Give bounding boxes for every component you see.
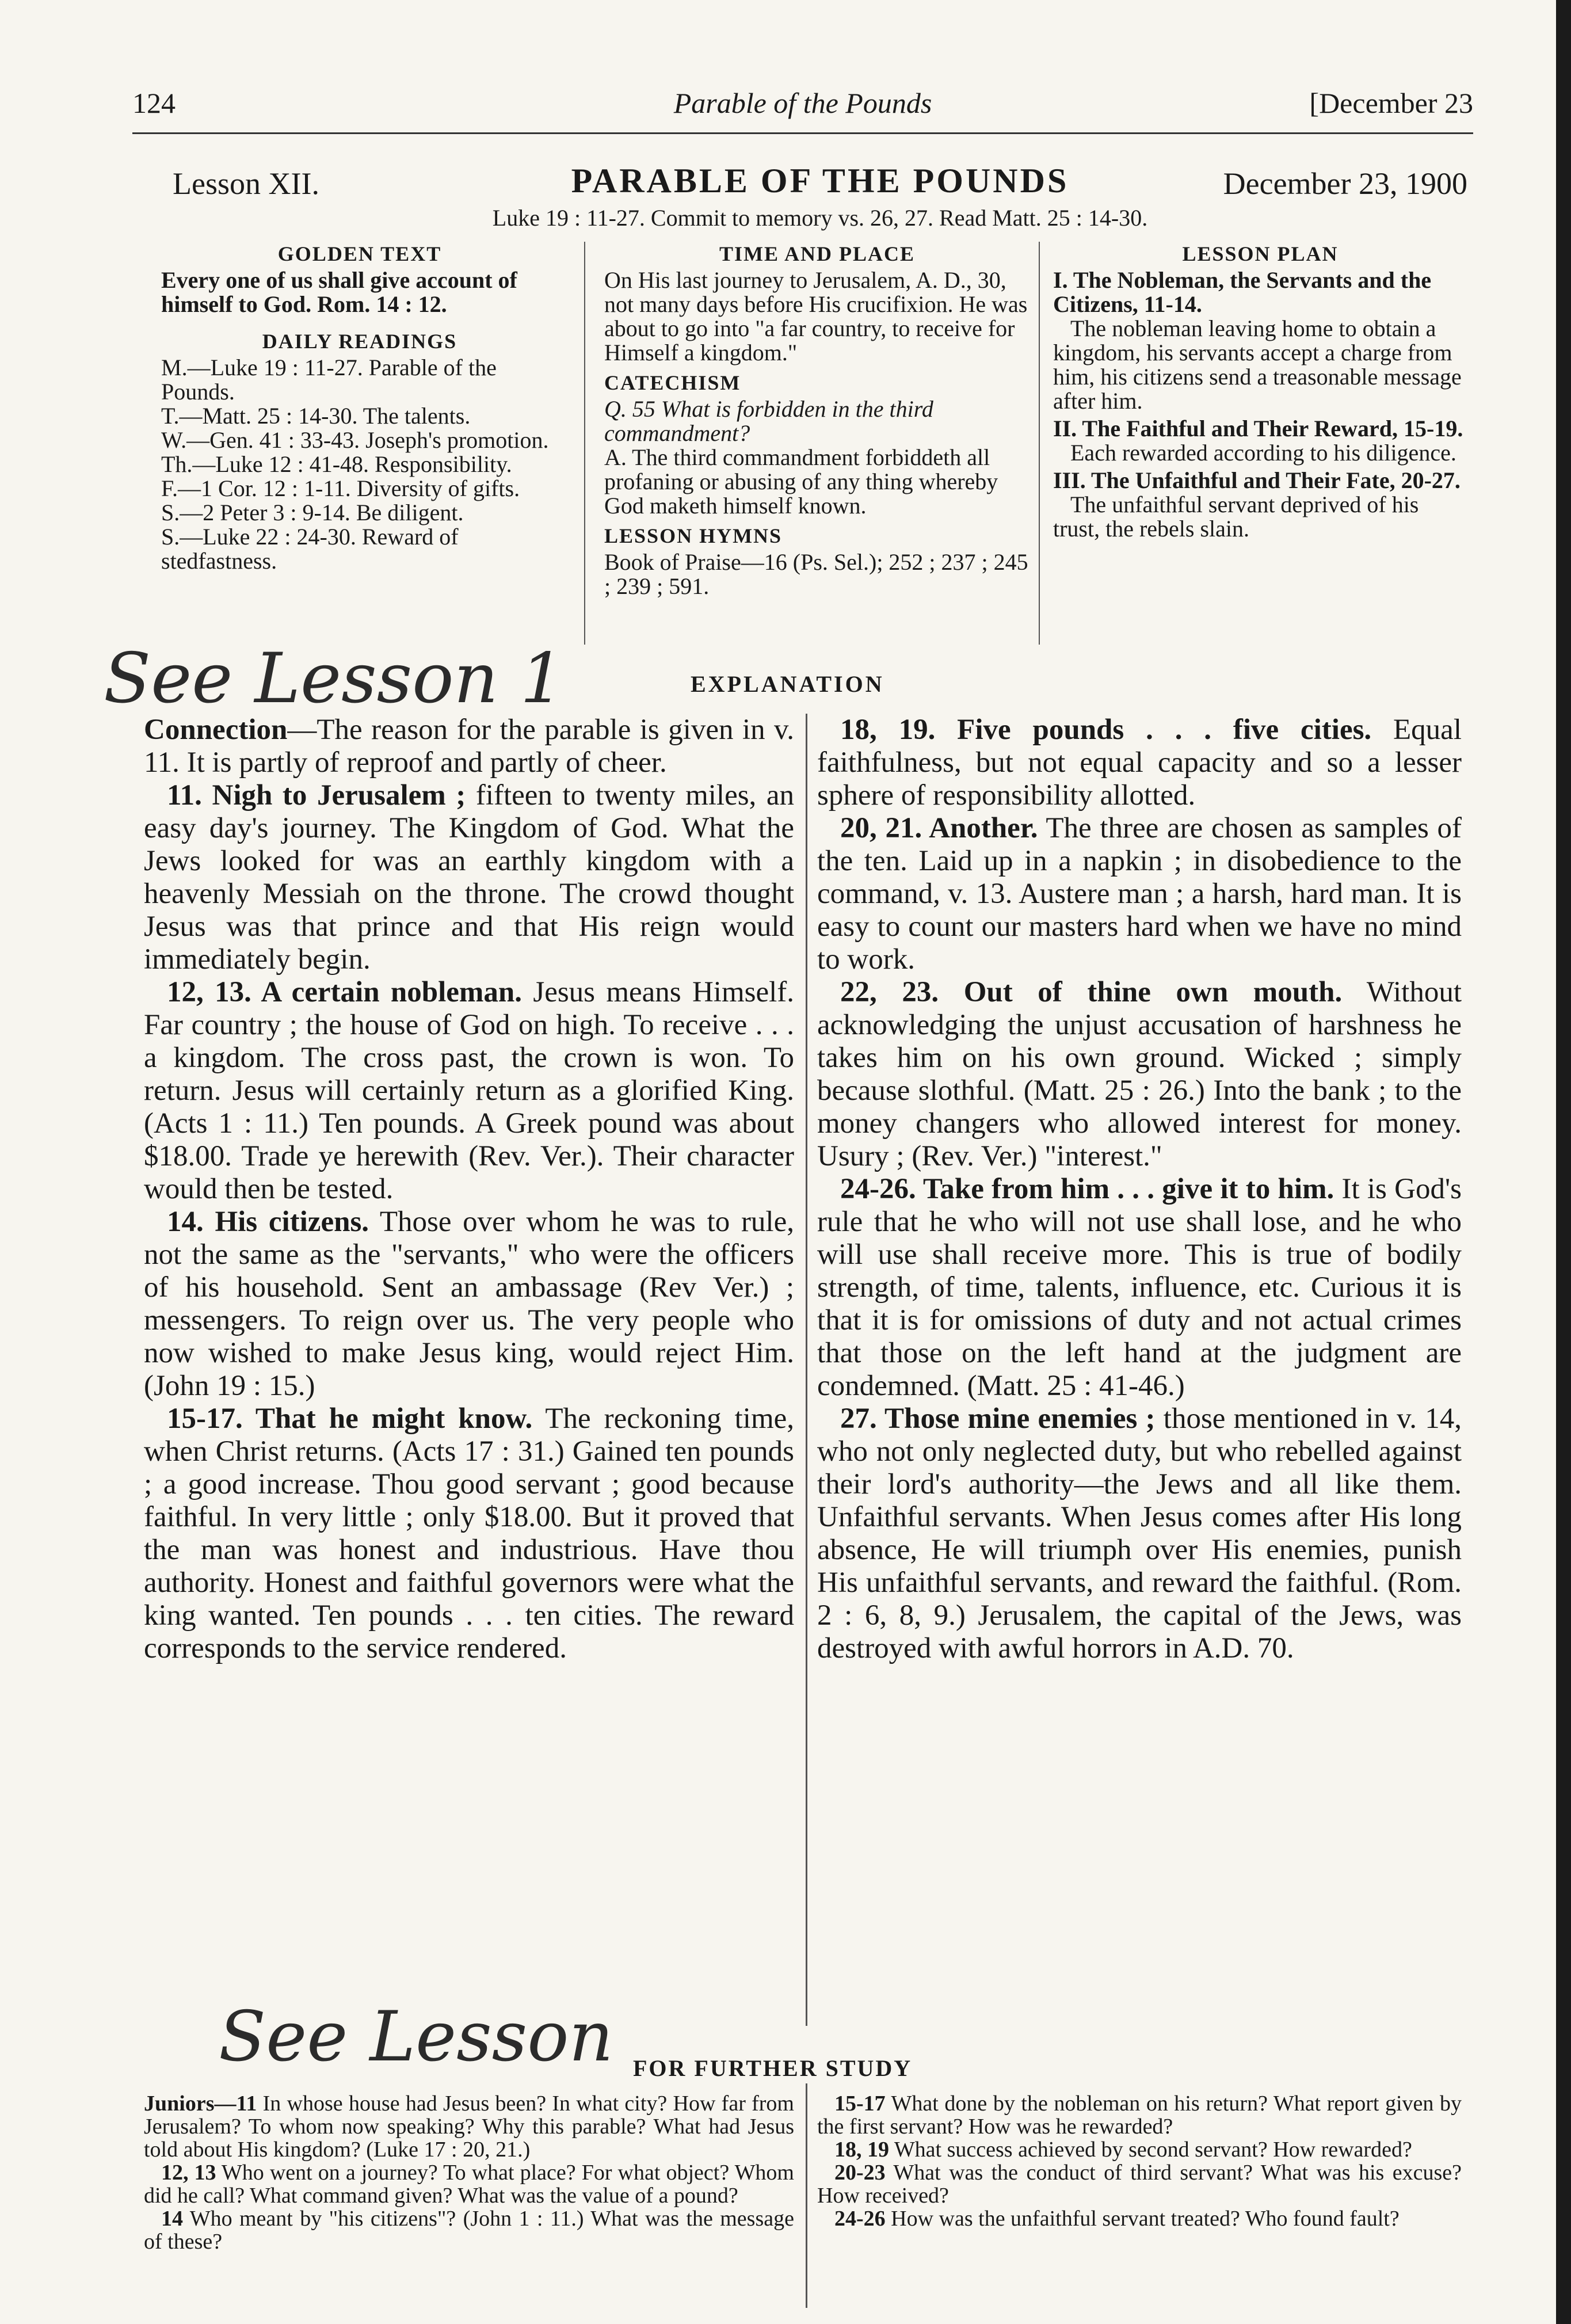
paragraph-lead: 18, 19. Five pounds . . . five cities.: [840, 714, 1372, 746]
question-paragraph: [817, 2161, 1462, 2207]
paragraph-text: —The reason for the parable is given in v. 11. It is partly of reproof and partly of cheer.: [144, 714, 794, 779]
plan-item-title: III. The Unfaithful and Their Fate, 20-27.: [1053, 467, 1461, 493]
reading-item: W.—Gen. 41 : 33-43. Joseph's promotion.: [161, 427, 549, 453]
golden-text-body: Every one of us shall give account of himself to God. Rom. 14 : 12.: [161, 267, 517, 317]
question-paragraph: [817, 2092, 1462, 2138]
further-study-right-column: [817, 2092, 1462, 2230]
question-text: How was the unfaithful servant treated? Who found fault?: [885, 2207, 1400, 2231]
paragraph-text: It is God's rule that he who will not use shall lose, and he who will use shall receive more. This is true of bodily strength, of time, talents, influence, etc. Curious it is that it is for omissions of duty and not actual crimes that those on the left hand at the judgment are condemned. (Matt. 25 : 41-46.): [817, 1173, 1462, 1402]
handwritten-annotation-top: See Lesson 1: [104, 639, 565, 719]
reading-item: T.—Matt. 25 : 14-30. The talents.: [161, 403, 471, 429]
paragraph-lead: 27. Those mine enemies ;: [840, 1403, 1156, 1435]
column-divider: [806, 2083, 807, 2308]
explanation-paragraph: [817, 714, 1462, 812]
paragraph-lead: 14. His citizens.: [167, 1206, 369, 1238]
question-text: What was the conduct of third servant? What was his excuse? How received?: [817, 2161, 1462, 2208]
paragraph-lead: 12, 13. A certain nobleman.: [167, 976, 523, 1008]
running-date: [December 23: [1309, 87, 1473, 119]
paragraph-text: The three are chosen as samples of the ten. Laid up in a napkin ; in disobedience to the command, v. 13. Austere man ; a harsh, hard man. It is easy to count our masters hard when we have no mind to work.: [817, 812, 1462, 976]
paragraph-lead: 24-26. Take from him . . . give it to him.: [840, 1173, 1334, 1205]
explanation-paragraph: [144, 976, 794, 1206]
question-lead: 14: [161, 2207, 183, 2231]
paragraph-lead: 22, 23. Out of thine own mouth.: [840, 976, 1343, 1008]
question-lead: 15-17: [834, 2091, 886, 2116]
question-paragraph: [144, 2092, 794, 2161]
lesson-date: December 23, 1900: [1223, 166, 1467, 201]
column-divider: [584, 242, 585, 645]
column-divider: [1039, 242, 1040, 645]
lesson-plan-heading: LESSON PLAN: [1182, 242, 1339, 265]
question-paragraph: [144, 2161, 794, 2207]
paragraph-lead: 11. Nigh to Jerusalem ;: [167, 779, 466, 812]
question-lead: 12, 13: [161, 2161, 216, 2185]
paragraph-text: those mentioned in v. 14, who not only neglected duty, but who rebelled against their lord's authority—the Jews and all like them. Unfaithful servants. When Jesus comes after His long absence, He will triumph over His enemies, punish His unfaithful servants, and reward the faithful. (Rom. 2 : 6, 8, 9.) Jerusalem, the capital of the Jews, was destroyed with awful horrors in A.D. 70.: [817, 1403, 1462, 1664]
lesson-title-line: [173, 161, 1467, 207]
question-text: Who meant by "his citizens"? (John 1 : 11.) What was the message of these?: [144, 2207, 794, 2254]
explanation-right-column: [817, 714, 1462, 1665]
paragraph-text: Those over whom he was to rule, not the same as the "servants," who were the officers of his household. Sent an ambassage (Rev Ver.) ; messengers. To reign over us. The very people who now wished to make Jesus king, would reject Him. (John 19 : 15.): [144, 1206, 794, 1402]
paragraph-text: Without acknowledging the unjust accusation of harshness he takes him on his own ground. Wicked ; simply because slothful. (Matt. 25 : 26.) Into the bank ; to the money changers who allowed interest for money. Usury ; (Rev. Ver.) "interest.": [817, 976, 1462, 1172]
plan-item-title: II. The Faithful and Their Reward, 15-19.: [1053, 416, 1463, 441]
question-text: What success achieved by second servant? How rewarded?: [889, 2138, 1412, 2162]
reading-item: F.—1 Cor. 12 : 1-11. Diversity of gifts.: [161, 475, 520, 501]
question-paragraph: [144, 2207, 794, 2253]
plan-item-title: I. The Nobleman, the Servants and the Citizens, 11-14.: [1053, 267, 1432, 317]
reading-item: M.—Luke 19 : 11-27. Parable of the Pounds.: [161, 355, 497, 405]
explanation-paragraph: [817, 1173, 1462, 1403]
question-text: In whose house had Jesus been? In what city? How far from Jerusalem? To whom now speaking? Why this parable? What had Jesus told about His kingdom? (Luke 17 : 20, 21.): [144, 2091, 794, 2162]
paragraph-lead: 20, 21. Another.: [840, 812, 1038, 844]
daily-readings-heading: DAILY READINGS: [262, 330, 457, 353]
reading-item: S.—Luke 22 : 24-30. Reward of stedfastness.: [161, 524, 459, 574]
explanation-heading: EXPLANATION: [691, 671, 884, 697]
question-text: What done by the nobleman on his return? What report given by the first servant? How was he rewarded?: [817, 2091, 1462, 2139]
page-number: 124: [132, 87, 176, 119]
explanation-paragraph: [817, 812, 1462, 976]
plan-item-desc: The unfaithful servant deprived of his trust, the rebels slain.: [1053, 492, 1419, 542]
catechism-heading: CATECHISM: [604, 371, 741, 394]
question-paragraph: [817, 2138, 1462, 2161]
explanation-paragraph: [144, 714, 794, 779]
catechism-answer: A. The third commandment forbiddeth all profaning or abusing of any thing whereby God maketh himself known.: [604, 444, 998, 519]
time-place-body: On His last journey to Jerusalem, A. D., 30, not many days before His crucifixion. He was about to go into "a far country, to receive for Himself a kingdom.": [604, 267, 1028, 365]
further-study-left-column: [144, 2092, 794, 2253]
golden-text-heading: GOLDEN TEXT: [277, 242, 442, 265]
paragraph-text: fifteen to twenty miles, an easy day's journey. The Kingdom of God. What the Jews looked for was an earthly kingdom with a heavenly Messiah on the throne. The crowd thought Jesus was that prince and that His reign would immediately begin.: [144, 779, 794, 976]
paragraph-text: Equal faithfulness, but not equal capacity and so a lesser sphere of responsibility allotted.: [817, 714, 1462, 812]
reading-item: S.—2 Peter 3 : 9-14. Be diligent.: [161, 500, 464, 525]
explanation-paragraph: [144, 779, 794, 976]
reading-item: Th.—Luke 12 : 41-48. Responsibility.: [161, 451, 512, 477]
explanation-paragraph: [817, 1403, 1462, 1665]
paragraph-lead: Connection: [144, 714, 288, 746]
top-column-left: [161, 242, 558, 573]
paragraph-lead: 15-17. That he might know.: [167, 1403, 533, 1435]
explanation-paragraph: [817, 976, 1462, 1173]
plan-item-desc: Each rewarded according to his diligence.: [1070, 440, 1456, 466]
question-lead: 20-23: [834, 2161, 886, 2185]
scripture-reference-line: Luke 19 : 11-27. Commit to memory vs. 26, 27. Read Matt. 25 : 14-30.: [492, 205, 1148, 231]
catechism-question: Q. 55 What is forbidden in the third commandment?: [604, 396, 933, 446]
column-divider: [806, 714, 807, 2026]
plan-item-desc: The nobleman leaving home to obtain a kingdom, his servants accept a charge from him, his citizens send a treasonable message after him.: [1053, 315, 1462, 414]
question-paragraph: [817, 2207, 1462, 2230]
lesson-hymns-body: Book of Praise—16 (Ps. Sel.); 252 ; 237 ; 245 ; 239 ; 591.: [604, 549, 1028, 599]
header-rule: [132, 132, 1473, 134]
question-lead: 24-26: [834, 2207, 886, 2231]
top-column-middle: [604, 242, 1030, 599]
time-place-heading: TIME AND PLACE: [719, 242, 916, 265]
running-title: Parable of the Pounds: [673, 87, 932, 119]
question-lead: Juniors—11: [144, 2091, 257, 2116]
paragraph-text: Jesus means Himself. Far country ; the house of God on high. To receive . . . a kingdom. The cross past, the crown is won. To return. Jesus will certainly return as a glorified King. (Acts 1 : 11.) Ten pounds. A Greek pound was about $18.00. Trade ye herewith (Rev. Ver.). Their character would then be tested.: [144, 976, 794, 1205]
lesson-number: Lesson XII.: [173, 166, 319, 201]
top-column-right: [1053, 242, 1467, 541]
lesson-hymns-heading: LESSON HYMNS: [604, 524, 783, 547]
explanation-left-column: [144, 714, 794, 1665]
lesson-title: PARABLE OF THE POUNDS: [571, 162, 1069, 200]
question-text: Who went on a journey? To what place? For what object? Whom did he call? What command given? What was the value of a pound?: [144, 2161, 794, 2208]
explanation-paragraph: [144, 1403, 794, 1665]
paragraph-text: The reckoning time, when Christ returns. (Acts 17 : 31.) Gained ten pounds ; a good increase. Thou good servant ; good because faithful. In very little ; only $18.00. But it proved that the man was honest and industrious. Have thou authority. Honest and faithful governors were what the king wanted. Ten pounds . . . ten cities. The reward corresponds to the service rendered.: [144, 1403, 795, 1664]
handwritten-annotation-bottom: See Lesson: [219, 1997, 613, 2077]
page-binding-edge: [1556, 0, 1571, 2324]
explanation-paragraph: [144, 1206, 794, 1403]
further-study-heading: FOR FURTHER STUDY: [633, 2055, 913, 2081]
question-lead: 18, 19: [834, 2138, 889, 2162]
running-header: [132, 86, 1473, 127]
